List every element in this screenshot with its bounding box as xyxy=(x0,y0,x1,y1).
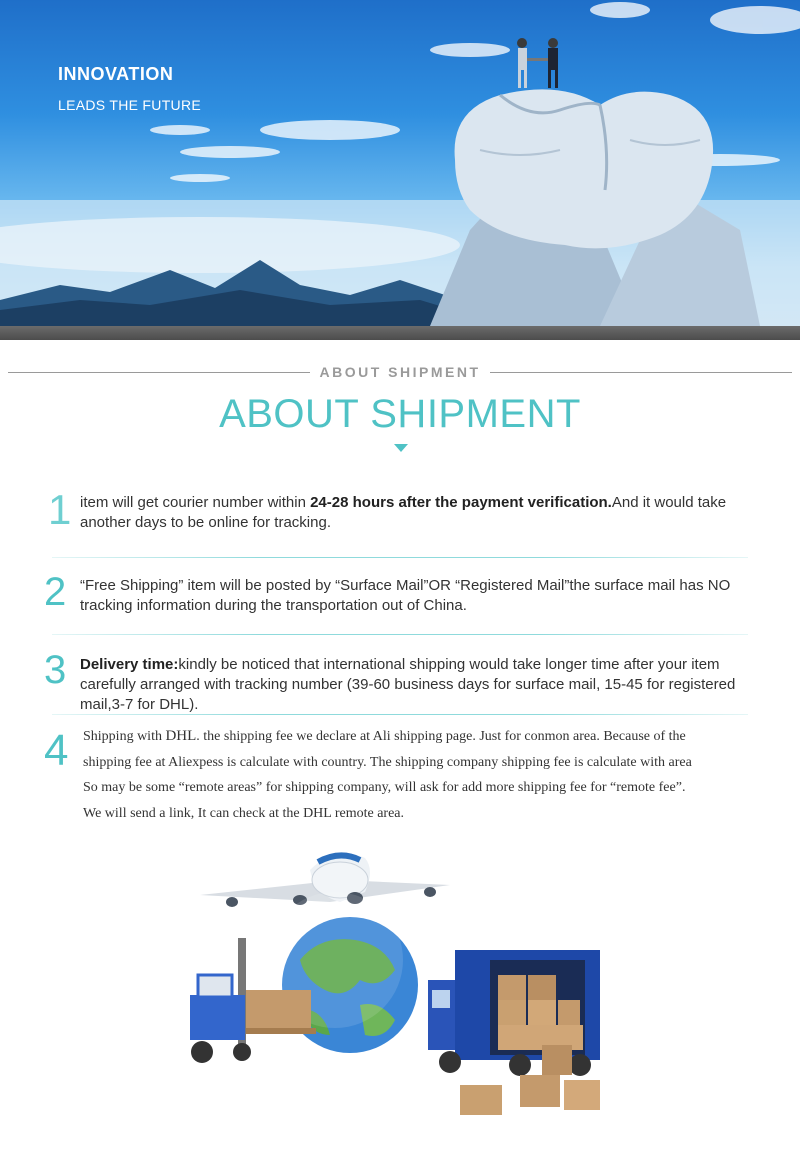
hero-image xyxy=(0,0,800,326)
item-4-line-4: We will send a link, It can check at the DHL remote area. xyxy=(83,805,404,821)
item-1-text-start: item will get courier number within xyxy=(80,494,311,511)
item-number-2: 2 xyxy=(44,570,67,614)
item-4-line-1 xyxy=(83,724,773,750)
item-4-line-2: shipping fee at Aliexpess is calculate with country. The shipping company shipping fee is calculate with area xyxy=(83,754,692,770)
businessmen-figures xyxy=(517,38,558,88)
hero-subtitle: LEADS THE FUTURE xyxy=(58,97,202,113)
section-label: ABOUT SHIPMENT xyxy=(319,364,481,380)
item-number-3: 3 xyxy=(44,648,67,692)
item-text-2: “Free Shipping” item will be posted by “Surface Mail”OR “Registered Mail”the surface mail has NO tracking information during the transportation out of China. xyxy=(80,577,731,614)
item-4-line-3: So may be some “remote areas” for shipping company, will ask for add more shipping fee for “remote fee”. xyxy=(83,780,686,795)
section-rule-right xyxy=(490,372,792,373)
hero-banner xyxy=(0,0,800,326)
item-3-bold: Delivery time: xyxy=(80,656,179,673)
hero-divider-bar xyxy=(0,326,800,340)
divider-3 xyxy=(52,714,748,715)
item-4-line-1-end: . the shipping fee we declare at Ali shipping page. Just for conmon area. Because of the xyxy=(196,729,686,744)
item-text-1 xyxy=(80,493,770,533)
logistics-illustration xyxy=(160,840,640,1160)
caret-down-icon xyxy=(394,444,408,452)
item-text-4 xyxy=(83,724,773,826)
item-1-bold: 24-28 hours after the payment verification. xyxy=(310,494,612,511)
item-4-line-1-start: Shipping with xyxy=(83,729,166,744)
item-3-text-end: kindly be noticed that international shipping would take longer time after your item carefully arranged with tracking number (39-60 business days for surface mail, 15-45 for registered mail,3-7 for DHL). xyxy=(80,656,736,713)
item-number-4: 4 xyxy=(44,726,69,775)
page-title: ABOUT SHIPMENT xyxy=(219,392,581,436)
item-4-dhl: DHL xyxy=(165,728,197,744)
hero-title: INNOVATION xyxy=(58,64,174,84)
divider-1 xyxy=(52,557,748,558)
item-1-text-end: And it would take another days to be online for tracking. xyxy=(80,494,727,531)
item-text-3 xyxy=(80,655,770,715)
divider-2 xyxy=(52,634,748,635)
item-number-1: 1 xyxy=(48,486,72,533)
container-truck-icon xyxy=(428,950,600,1076)
section-rule-left xyxy=(8,372,310,373)
